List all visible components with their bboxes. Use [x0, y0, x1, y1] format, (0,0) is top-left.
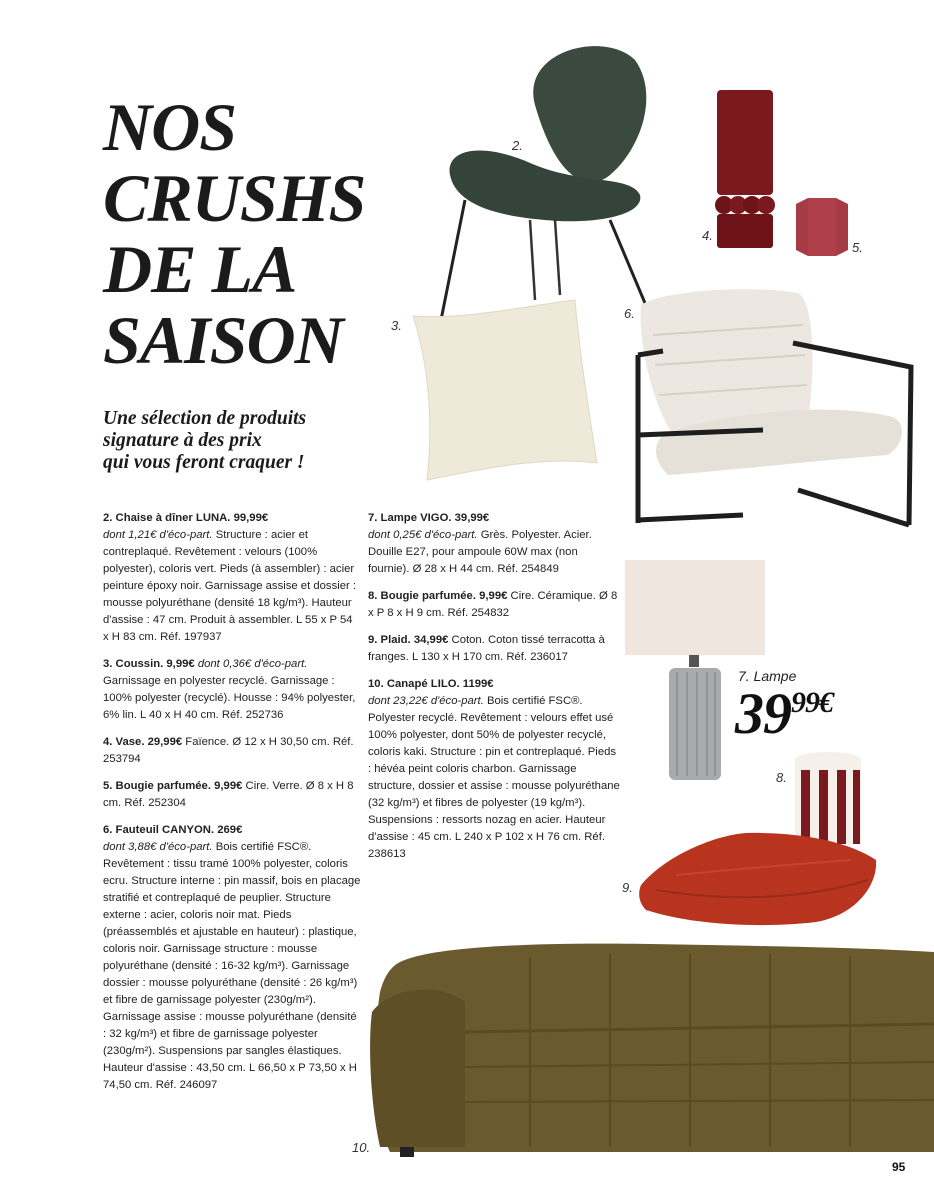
label-10: 10.	[352, 1140, 371, 1155]
title-line: SAISON	[103, 302, 343, 378]
eco-part: dont 3,88€ d'éco-part.	[103, 841, 213, 853]
subtitle-line: qui vous feront craquer !	[103, 452, 305, 473]
page-title	[103, 89, 403, 378]
eco-part: dont 0,25€ d'éco-part.	[368, 529, 478, 541]
label-6: 6.	[624, 306, 635, 321]
product-item	[368, 510, 622, 578]
product-item	[103, 510, 361, 646]
label-3: 3.	[391, 318, 402, 333]
price-tag-label: 7. Lampe	[738, 668, 797, 684]
eco-part: dont 1,21€ d'éco-part.	[103, 529, 213, 541]
vase-image	[714, 90, 776, 248]
product-description: Faïence. Ø 12 x H 30,50 cm. Réf. 253794	[103, 736, 354, 765]
product-item	[368, 632, 622, 666]
product-description: Cire. Céramique. Ø 8 x P 8 x H 9 cm. Réf. 254832	[368, 590, 618, 619]
product-name: 2. Chaise à dîner LUNA. 99,99€	[103, 512, 269, 524]
chair-image	[435, 35, 665, 325]
armchair-image	[633, 285, 918, 530]
label-2: 2.	[512, 138, 523, 153]
product-description: Garnissage en polyester recyclé. Garnissage : 100% polyester (recyclé). Housse : 94% polyester, 6% lin. L 40 x H 40 cm. Réf. 252736	[103, 675, 356, 721]
page-subtitle	[103, 408, 383, 474]
product-description: Bois certifié FSC®. Polyester recyclé. Revêtement : velours effet usé 100% polyester, dont 50% de polyester recyclé, coloris kaki. Structure : pin et contreplaqué. Pieds : hévéa peint coloris charbon. Garnissage structure, dossier et assise : mousse polyuréthane (32 kg/m³) et fibres de polyester (19 kg/m³). Suspensions : ressorts nozag en acier. Hauteur d'assise : 45 cm. L 240 x P 102 x H 76 cm. Réf. 238613	[368, 695, 620, 860]
product-item	[103, 822, 361, 1094]
product-name: 5. Bougie parfumée. 9,99€	[103, 780, 243, 792]
price-integer: 39	[735, 681, 791, 746]
price-tag	[735, 680, 833, 747]
product-name: 6. Fauteuil CANYON. 269€	[103, 824, 243, 836]
cushion-image	[405, 298, 605, 483]
product-name: 3. Coussin. 9,99€	[103, 658, 195, 670]
candle-glass-image	[792, 196, 850, 258]
eco-part: dont 23,22€ d'éco-part.	[368, 695, 484, 707]
title-line: CRUSHS	[103, 160, 366, 236]
throw-blanket-image	[636, 830, 881, 928]
subtitle-line: signature à des prix	[103, 430, 262, 451]
product-item	[103, 656, 361, 724]
product-description: Coton. Coton tissé terracotta à franges. L 130 x H 170 cm. Réf. 236017	[368, 634, 605, 663]
label-9: 9.	[622, 880, 633, 895]
title-line: NOS	[103, 89, 237, 165]
title-line: DE LA	[103, 231, 297, 307]
product-description: Cire. Verre. Ø 8 x H 8 cm. Réf. 252304	[103, 780, 354, 809]
product-name: 9. Plaid. 34,99€	[368, 634, 449, 646]
product-description: Grès. Polyester. Acier. Douille E27, pour ampoule 60W max (non fournie). Ø 28 x H 44 cm. Réf. 254849	[368, 529, 592, 575]
page-number: 95	[892, 1160, 906, 1174]
product-name: 8. Bougie parfumée. 9,99€	[368, 590, 508, 602]
product-item	[103, 734, 361, 768]
product-description: Structure : acier et contreplaqué. Revêtement : velours (100% polyester), coloris vert. Pieds (à assembler) : acier peinture époxy noir. Garnissage assise et dossier : mousse polyuréthane (densité 18 kg/m³). Hauteur d'assise : 47 cm. Produit à assembler. L 55 x P 54 x H 83 cm. Réf. 197937	[103, 529, 357, 643]
product-list-left	[103, 510, 361, 1104]
product-description: Bois certifié FSC®. Revêtement : tissu tramé 100% polyester, coloris ecru. Structure interne : pin massif, bois en placage stratifié et contreplaqué de peuplier. Structure externe : acier, coloris noir mat. Pieds (préassemblés et ajustable en hauteur) : plastique, coloris noir. Garnissage structure : mousse polyuréthane (densité : 16-32 kg/m³). Garnissage dossier : mousse polyuréthane (densité : 26 kg/m³) et fibre de garnissage polyester (230g/m²). Garnissage assise : mousse polyuréthane (densité : 32 kg/m³) et fibre de garnissage polyester (230g/m²). Suspensions par sangles élastiques. Hauteur d'assise : 43,50 cm. L 66,50 x P 73,50 x H 74,50 cm. Réf. 246097	[103, 841, 361, 1091]
label-5: 5.	[852, 240, 863, 255]
product-item	[368, 676, 622, 863]
product-item	[368, 588, 622, 622]
sofa-image	[370, 942, 934, 1160]
price-cents: 99€	[791, 686, 833, 719]
product-list-right	[368, 510, 622, 873]
label-8: 8.	[776, 770, 787, 785]
product-name: 7. Lampe VIGO. 39,99€	[368, 512, 490, 524]
product-item	[103, 778, 361, 812]
label-4: 4.	[702, 228, 713, 243]
eco-part: dont 0,36€ d'éco-part.	[197, 658, 308, 670]
product-name: 10. Canapé LILO. 1199€	[368, 678, 494, 690]
product-name: 4. Vase. 29,99€	[103, 736, 183, 748]
subtitle-line: Une sélection de produits	[103, 408, 307, 429]
